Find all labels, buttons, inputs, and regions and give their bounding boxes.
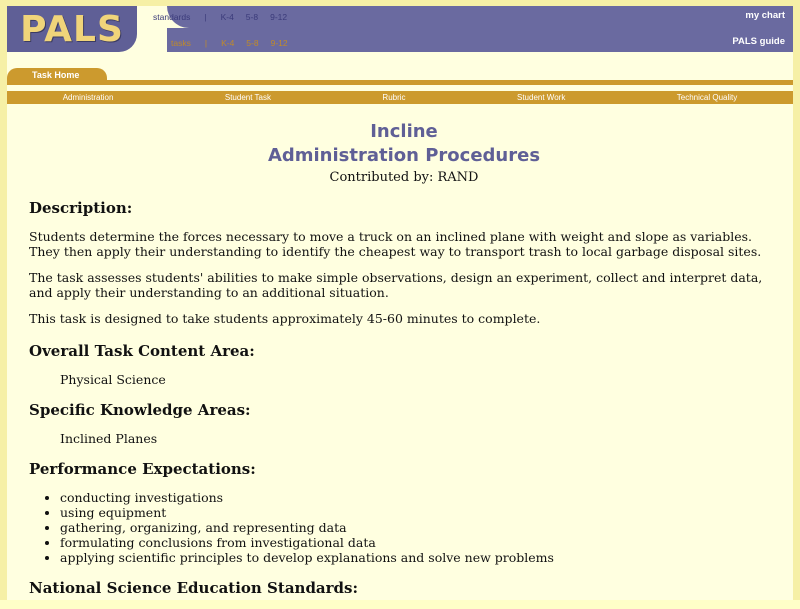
standards-58-link[interactable]: 5-8 [245, 12, 259, 22]
nav-administration[interactable]: Administration [62, 93, 114, 102]
main-content [29, 120, 779, 609]
standards-912-link[interactable]: 9-12 [270, 12, 288, 22]
nav-technical-quality[interactable]: Technical Quality [676, 93, 738, 102]
knowledge-value: Inclined Planes [60, 431, 158, 446]
description-paragraph-3: This task is designed to take students approximately 45-60 minutes to complete. [29, 311, 541, 326]
title-line-1: Incline [370, 121, 438, 142]
content-area-value: Physical Science [60, 372, 166, 387]
separator: | [204, 12, 207, 22]
list-item: • gathering, organizing, and representing data [60, 520, 779, 535]
separator: | [204, 38, 208, 48]
section-nav [7, 91, 793, 104]
my-chart-link[interactable]: my chart [745, 10, 785, 21]
description-paragraph-2: The task assesses students' abilities to make simple observations, design an experiment, collect and interpret data, and apply their understanding to an additional situation. [29, 270, 763, 300]
tab-task-home[interactable]: Task Home [7, 68, 107, 84]
content-area-heading: Overall Task Content Area: [29, 342, 255, 360]
nav-rubric[interactable]: Rubric [382, 93, 406, 102]
standards-k4-link[interactable]: K-4 [220, 12, 234, 22]
page-title [29, 120, 779, 168]
standards-link[interactable]: standards [153, 12, 191, 22]
standards-links [149, 12, 291, 22]
tab-row [7, 64, 793, 86]
logo-text: PALS [20, 8, 124, 50]
tasks-link[interactable]: tasks [171, 38, 191, 48]
knowledge-heading: Specific Knowledge Areas: [29, 401, 251, 419]
description-paragraph-1: Students determine the forces necessary to move a truck on an inclined plane with weight and slope as variables. They then apply their understanding to identify the cheapest way to transport trash to local garbage disposal sites. [29, 229, 762, 259]
tasks-links [149, 38, 292, 48]
expectations-heading: Performance Expectations: [29, 460, 256, 478]
standards-heading: National Science Education Standards: [29, 579, 359, 597]
list-item: • using equipment [60, 505, 779, 520]
nav-student-task[interactable]: Student Task [224, 93, 271, 102]
contributor: Contributed by: RAND [329, 170, 479, 185]
pals-logo[interactable] [7, 6, 137, 52]
pals-guide-link[interactable]: PALS guide [732, 36, 785, 47]
list-item: • formulating conclusions from investigational data [60, 535, 779, 550]
tab-underline [7, 80, 793, 85]
expectations-list [29, 490, 779, 565]
description-heading: Description: [29, 199, 133, 217]
title-line-2: Administration Procedures [267, 145, 541, 166]
nav-student-work[interactable]: Student Work [517, 93, 566, 102]
tasks-58-link[interactable]: 5-8 [246, 38, 259, 48]
tasks-912-link[interactable]: 9-12 [270, 38, 288, 48]
tasks-k4-link[interactable]: K-4 [221, 38, 235, 48]
list-item: • conducting investigations [60, 490, 779, 505]
list-item: • applying scientific principles to develop explanations and solve new problems [60, 550, 779, 565]
site-header [7, 6, 793, 52]
